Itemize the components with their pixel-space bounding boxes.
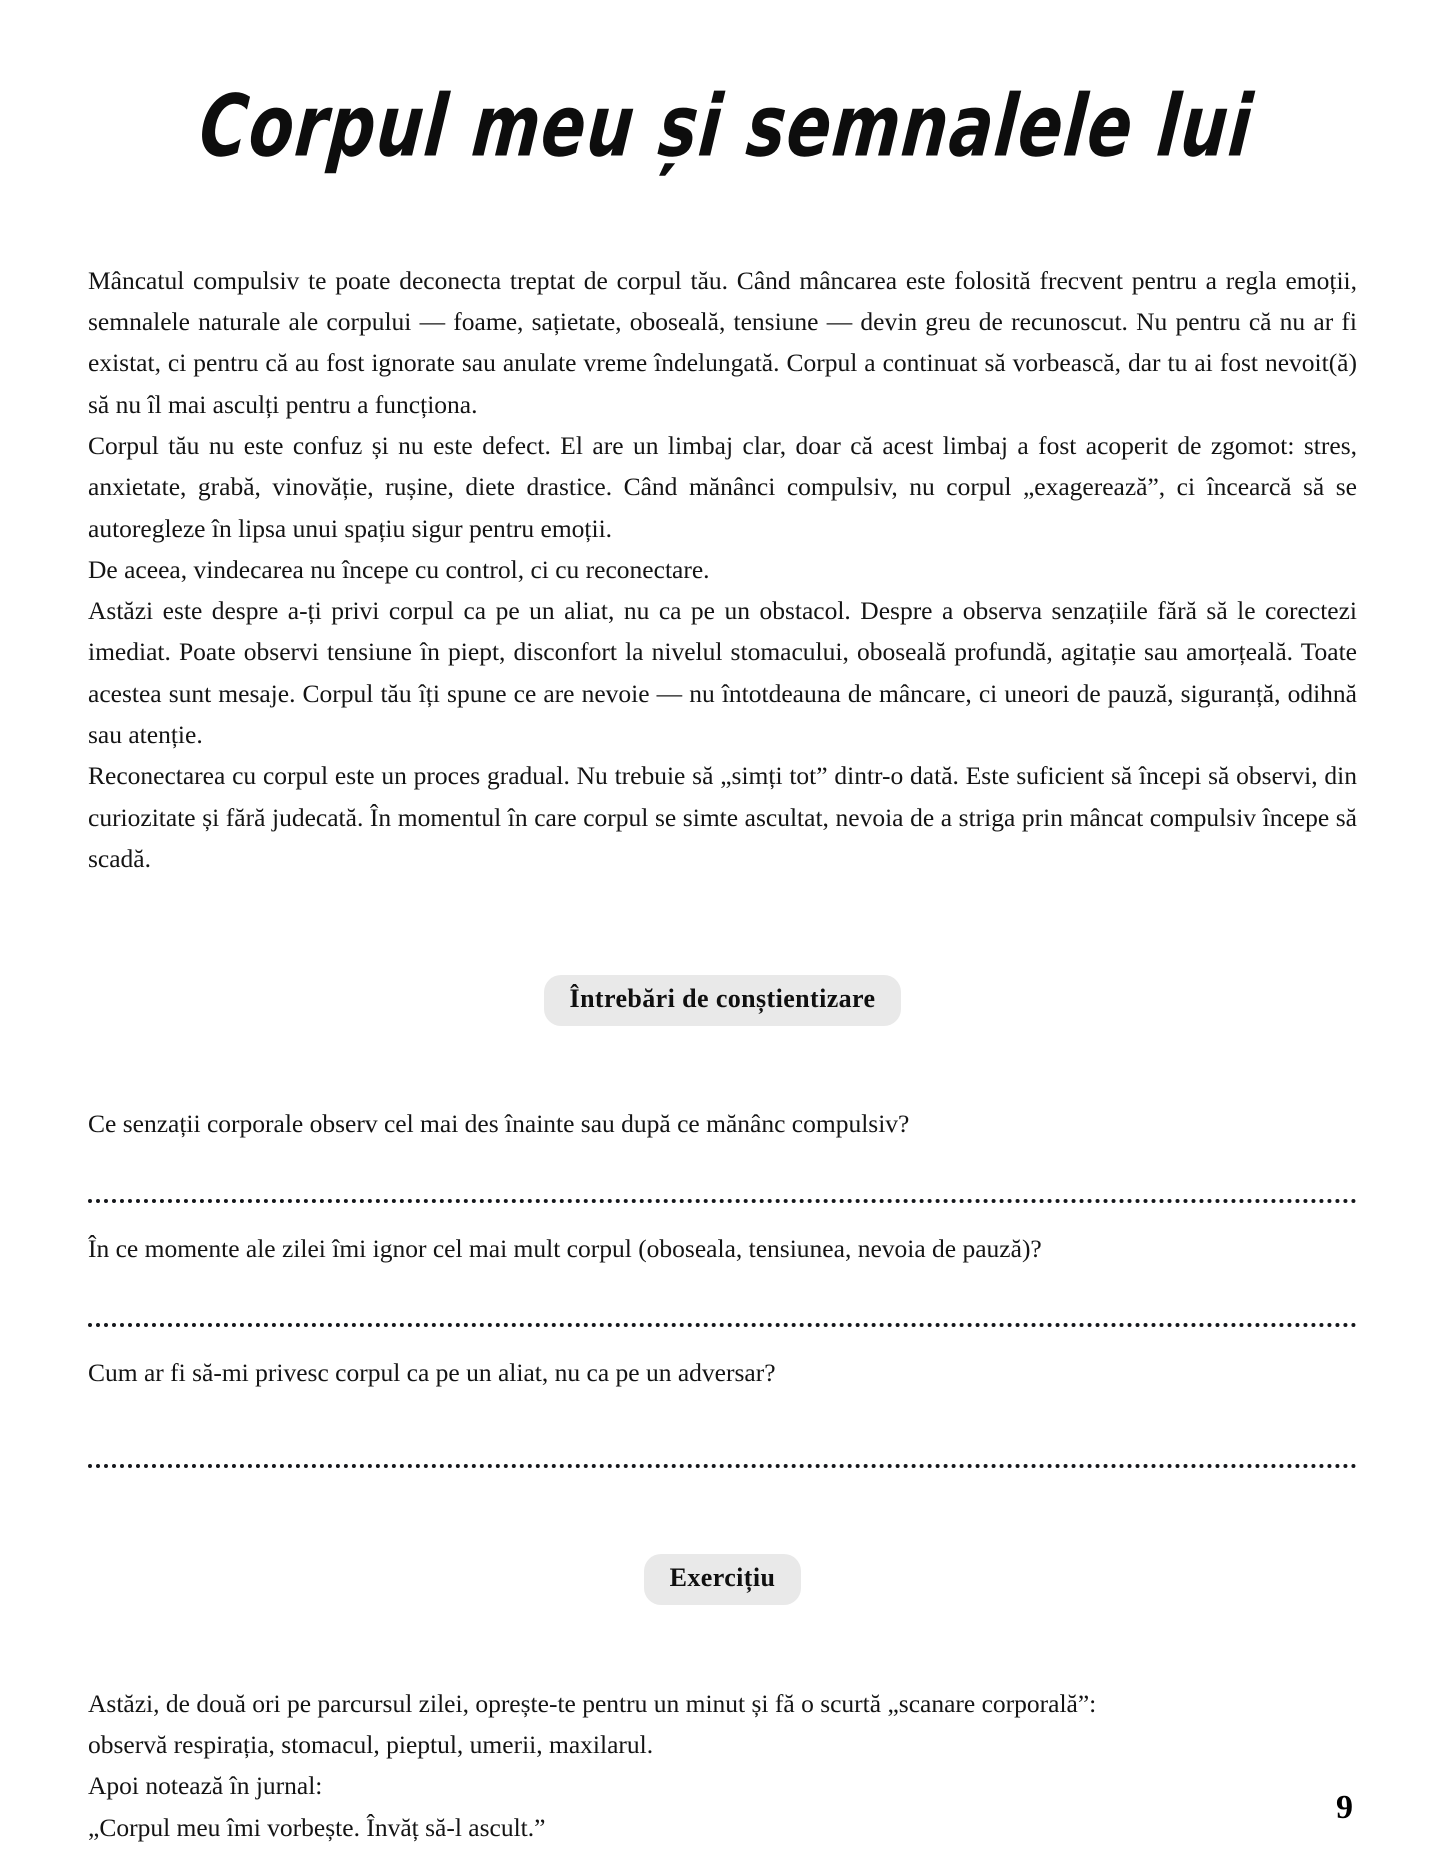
question-text: În ce momente ale zilei îmi ignor cel mai mult corpul (oboseala, tensiunea, nevoia de pauză)? bbox=[88, 1233, 1042, 1263]
exercise-instructions bbox=[88, 1683, 1357, 1848]
page-number: 9 bbox=[1336, 1789, 1353, 1826]
questions-badge-row bbox=[88, 975, 1357, 1026]
exercise-line-3: Apoi notează în jurnal: bbox=[88, 1771, 323, 1801]
body-paragraph-3: De aceea, vindecarea nu începe cu control, ci cu reconectare. bbox=[88, 554, 710, 584]
question-item bbox=[88, 1353, 1357, 1468]
body-paragraph-2: Corpul tău nu este confuz și nu este defect. El are un limbaj clar, doar că acest limbaj a fost acoperit de zgomot: stres, anxietate, grabă, vinovăție, rușine, diete drastice. Când mănânci compulsiv, nu corpul „exagerează”, ci încearcă să se autoregleze în lipsa unui spațiu sigur pentru emoții. bbox=[88, 430, 1357, 543]
exercise-section-badge: Exercițiu bbox=[644, 1554, 802, 1605]
body-paragraph-1: Mâncatul compulsiv te poate deconecta treptat de corpul tău. Când mâncarea este folosită frecvent pentru a regla emoții, semnalele naturale ale corpului — foame, sațietate, oboseală, tensiune — devin greu de recunoscut. Nu pentru că nu ar fi existat, ci pentru că au fost ignorate sau anulate vreme îndelungată. Corpul a continuat să vorbească, dar tu ai fost nevoit(ă) să nu îl mai asculți pentru a funcționa. bbox=[88, 265, 1357, 419]
question-text: Cum ar fi să-mi privesc corpul ca pe un aliat, nu ca pe un adversar? bbox=[88, 1358, 776, 1388]
question-item bbox=[88, 1104, 1357, 1203]
questions-section-badge: Întrebări de conștientizare bbox=[544, 975, 902, 1026]
question-text: Ce senzații corporale observ cel mai des înainte sau după ce mănânc compulsiv? bbox=[88, 1108, 910, 1138]
exercise-badge-row bbox=[88, 1554, 1357, 1605]
exercise-line-2: observă respirația, stomacul, pieptul, umerii, maxilarul. bbox=[88, 1729, 654, 1759]
answer-line[interactable] bbox=[88, 1323, 1357, 1327]
page-title-container bbox=[88, 0, 1357, 216]
body-copy bbox=[88, 260, 1357, 879]
body-paragraph-4: Astăzi este despre a-ți privi corpul ca pe un aliat, nu ca pe un obstacol. Despre a observa senzațiile fără să le corectezi imediat. Poate observi tensiune în piept, disconfort la nivelul stomacului, oboseală profundă, agitație sau amorțeală. Toate acestea sunt mesaje. Corpul tău îți spune ce are nevoie — nu întotdeauna de mâncare, ci uneori de pauză, siguranță, odihnă sau atenție. bbox=[88, 596, 1357, 750]
questions-list bbox=[88, 1104, 1357, 1468]
answer-line[interactable] bbox=[88, 1199, 1357, 1203]
page-title: Corpul meu și semnalele lui bbox=[195, 76, 1257, 177]
exercise-line-4: „Corpul meu îmi vorbește. Învăț să-l ascult.” bbox=[88, 1812, 546, 1842]
exercise-line-1: Astăzi, de două ori pe parcursul zilei, oprește-te pentru un minut și fă o scurtă „scanare corporală”: bbox=[88, 1688, 1097, 1718]
body-paragraph-5: Reconectarea cu corpul este un proces gradual. Nu trebuie să „simți tot” dintr-o dată. Este suficient să începi să observi, din curiozitate și fără judecată. În momentul în care corpul se simte ascultat, nevoia de a striga prin mâncat compulsiv începe să scadă. bbox=[88, 761, 1357, 873]
question-item bbox=[88, 1229, 1357, 1328]
answer-line[interactable] bbox=[88, 1464, 1357, 1468]
